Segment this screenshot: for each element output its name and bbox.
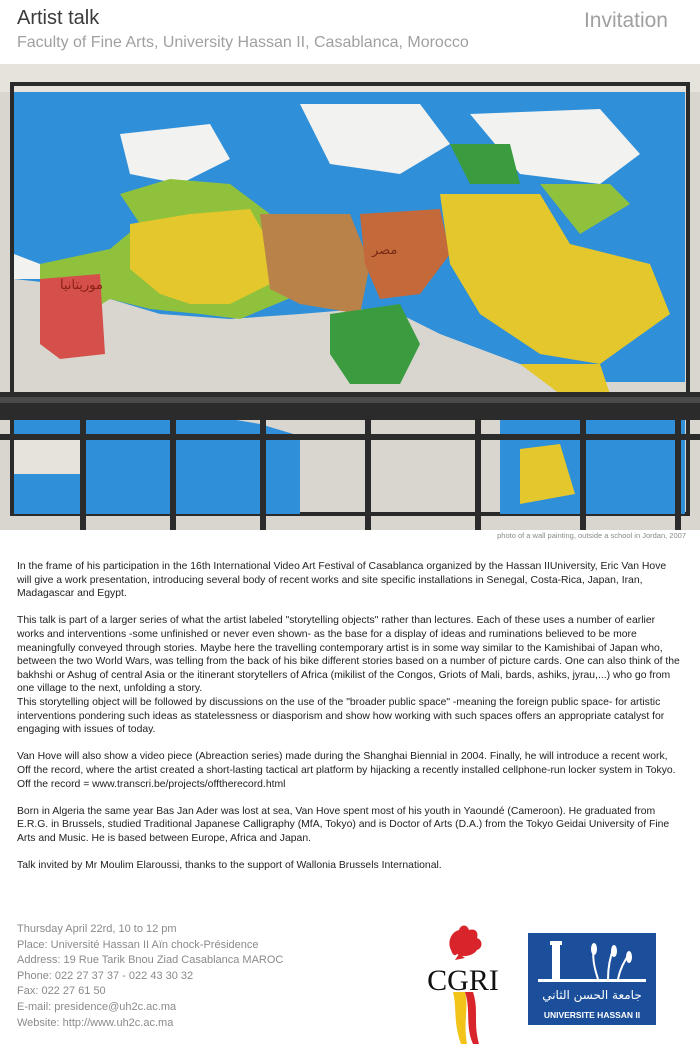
wall-painting-illustration	[0, 64, 700, 530]
paragraph: This talk is part of a larger series of what the artist labeled "storytelling objects" rather than lectures. Each of these uses a number of earlier works and interventions -some unfinished or never even shown- as the base for a display of ideas and ruminations believed to be more meaningfully conveyed through stories. Maybe here the travelling contemporary artist is in some way similar to the Kamishibai of Japan who, between the two World Wars, was telling from the back of his bike different stories based on a number of picture cards. One can also think of the bakhshi or Ashug of central Asia or the itinerant storytellers of Africa (mikilist of the Congos, Griots of Mali, bards, ashiks, jyrau,...) who go from one village to the next, unfolding a story.	[17, 615, 680, 695]
paragraph: Talk invited by Mr Moulim Elaroussi, thanks to the support of Wallonia Brussels International.	[17, 860, 442, 872]
event-email[interactable]: E-mail: presidence@uh2c.ac.ma	[17, 1000, 177, 1013]
paragraph: This storytelling object will be followed by discussions on the use of the "broader public space" -meaning the foreign public space- for artistic interventions pondering such ideas as statelessness or diasporism and show how working with such spaces offers an appropriate catalyst for engaging with issues of today.	[17, 696, 665, 736]
header	[0, 0, 700, 62]
invitation-tag: Invitation	[583, 9, 668, 32]
wall-painting-photo	[0, 64, 700, 530]
paragraph: Born in Algeria the same year Bas Jan Ader was lost at sea, Van Hove spent most of his youth in Yaoundé (Cameroon). He graduated from E.R.G. in Brussels, studied Traditional Japanese Calligraphy (MfA, Tokyo) and is Doctor of Arts (D.A.) from the Tokyo Geidai University of Fine Arts and Music. He is based between Europe, Africa and Japan.	[17, 805, 670, 844]
cgri-logo	[413, 922, 513, 1047]
map-label: مصر	[372, 243, 398, 258]
event-website[interactable]: Website: http://www.uh2c.ac.ma	[17, 1016, 174, 1029]
uh2-wordmark: UNIVERSITE HASSAN II	[543, 1010, 641, 1020]
uh2-arabic-name: جامعة الحسن الثاني	[542, 988, 642, 1002]
event-info	[17, 922, 283, 1031]
photo-caption: photo of a wall painting, outside a school in Jordan, 2007	[497, 531, 686, 540]
cgri-wordmark: CGRI	[427, 964, 499, 997]
page-subtitle: Faculty of Fine Arts, University Hassan II, Casablanca, Morocco	[17, 34, 469, 51]
paragraph: Van Hove will also show a video piece (Abreaction series) made during the Shanghai Biennial in 2004. Finally, he will introduce a recent work, Off the record, where the artist created a short-lasting tactical art platform by hijacking a recently installed cellphone-run locker system in Tokyo. Off the record = www.transcri.be/projects/offtherecord.html	[17, 751, 676, 790]
event-place: Place: Université Hassan II Aïn chock-Présidence	[17, 938, 259, 951]
event-address: Address: 19 Rue Tarik Bnou Ziad Casablanca MAROC	[17, 954, 284, 967]
paragraph: In the frame of his participation in the 16th International Video Art Festival of Casablanca organized by the Hassan IIUniversity, Eric Van Hove will give a work presentation, introducing several body of recent works and site specific installations in Senegal, Costa-Rica, Japan, Iran, Madagascar and Egypt.	[17, 561, 667, 600]
event-phone: Phone: 022 27 37 37 - 022 43 30 32	[17, 969, 194, 982]
event-date: Thursday April 22rd, 10 to 12 pm	[17, 923, 177, 935]
map-label: موريتانيا	[60, 278, 103, 293]
universite-hassan-ii-logo	[528, 933, 656, 1025]
event-fax: Fax: 022 27 61 50	[17, 985, 106, 998]
body-text	[17, 560, 683, 886]
page-title: Artist talk	[17, 7, 100, 29]
